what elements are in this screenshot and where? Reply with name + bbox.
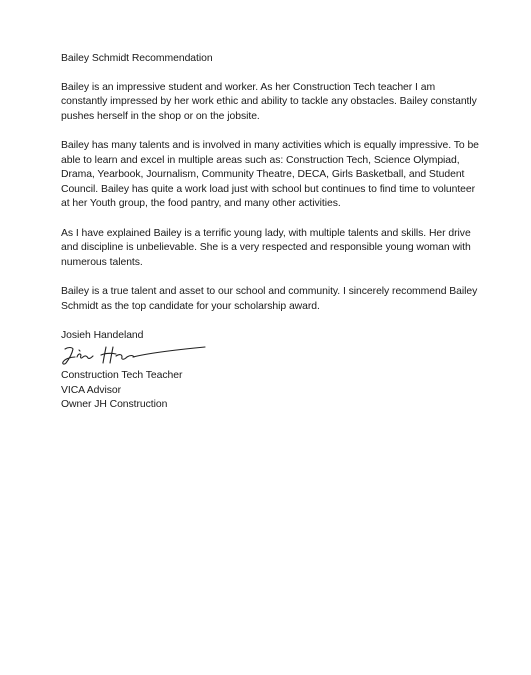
handwritten-signature [59,342,219,368]
signer-title-line: VICA Advisor [61,384,122,396]
signer-title-line: Construction Tech Teacher [61,370,183,382]
signer-title-line: Owner JH Construction [61,399,168,411]
letter-body [61,52,481,413]
paragraph-intro: Bailey is an impressive student and worker. As her Construction Tech teacher I am constantly impressed by her work ethic and ability to tackle any obstacles. Bailey constantly pushes herself in the shop or on the jobsite. [61,81,477,122]
paragraph-character: As I have explained Bailey is a terrific young lady, with multiple talents and skills. Her drive and discipline is unbelievable. She is a very respected and responsible young woman with numerous talents. [61,227,471,268]
letter-title: Bailey Schmidt Recommendation [61,53,213,64]
paragraph-talents: Bailey has many talents and is involved in many activities which is equally impressive. To be able to learn and excel in multiple areas such as: Construction Tech, Science Olympiad, Drama, Yearbook, Journalism, Community Theatre, DECA, Girls Basketball, and Student Council. Bailey has quite a work load just with school but continues to find time to volunteer at her Youth group, the food pantry, and many other activities. [61,139,479,210]
paragraph-recommendation: Bailey is a true talent and asset to our school and community. I sincerely recommend Bailey Schmidt as the top candidate for your scholarship award. [61,285,478,312]
signer-titles [61,369,481,413]
signer-name: Josieh Handeland [61,329,144,341]
